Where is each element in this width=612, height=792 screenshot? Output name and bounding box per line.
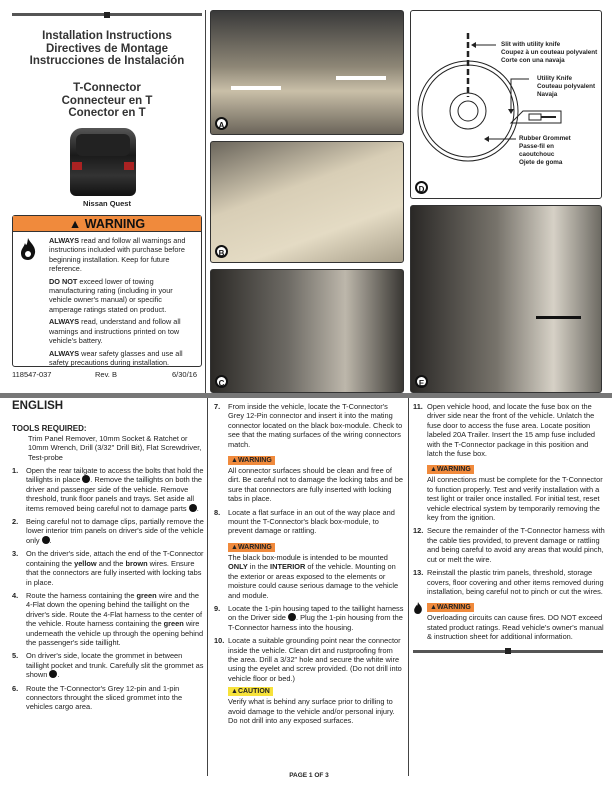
warning-box (12, 215, 202, 367)
knife-label: Utility Knife Couteau polyvalent Navaja (537, 75, 596, 98)
step-9: 9. Locate the 1-pin housing taped to the taillight harness on the Driver side . Plug the 1-pin housing from the T-Connector harness into the housing. (214, 603, 404, 632)
figure-b: B (210, 141, 404, 263)
doc-title: Installation Instructions Directives de Montage Instrucciones de Instalación (29, 30, 185, 67)
warning-item: ALWAYS read and follow all warnings and instructions included with purchase before beginning installation. Keep for future reference. (49, 236, 186, 273)
column-divider (207, 398, 208, 776)
fire-icon (413, 602, 423, 614)
warning-note: ▲WARNING Overloading circuits can cause fires. DO NOT exceed stated product ratings. Read vehicle's owner's manual & instruction sheet for additional information. (413, 600, 605, 641)
grommet-diagram (411, 11, 602, 199)
part-number: 118547-037 (12, 370, 52, 379)
warning-header: ▲ WARNING (13, 216, 201, 232)
figure-ref-icon (288, 613, 296, 621)
step-3: 3. On the driver's side, attach the end of the T-Connector containing the yellow and the brown wires. Ensure that the connectors are fully inserted with locking tabs in place. (12, 549, 204, 587)
product-title: T-Connector Connecteur en T Conector en T (61, 82, 153, 119)
step-13: 13. Reinstall the plastic trim panels, threshold, storage covers, floor covering and other items removed during installation, being careful not to pinch or cut the wires. (413, 568, 604, 596)
slit-label: Slit with utility knife Coupez à un couteau polyvalent Corte con una navaja (501, 41, 598, 64)
header-divider (205, 10, 206, 393)
warning-item: DO NOT exceed lower of towing manufacturing rating (including in your vehicle owner's manual) or specific amperage ratings stated on product. (49, 276, 173, 314)
grommet-label: Rubber Grommet Passe-fil en caoutchouc Ojete de goma (519, 135, 571, 166)
step-2: 2. Being careful not to damage clips, partially remove the lower interior trim panels on driver's side of the vehicle only . (12, 517, 204, 545)
arrow-icon (336, 76, 386, 80)
language-heading: ENGLISH (12, 400, 64, 412)
column-1 (12, 402, 204, 716)
step-7: 7. From inside the vehicle, locate the T-Connector's Grey 12-Pin connector and insert it into the mating connector located on the black box-module. Check to see that the mating surfaces of the wiring connectors match. (214, 402, 403, 449)
figure-ref-icon (42, 536, 50, 544)
figure-e: E (410, 205, 602, 393)
fire-icon (19, 238, 37, 260)
top-rule (12, 13, 202, 16)
revision: Rev. B (95, 370, 117, 379)
warning-item: ALWAYS read, understand and follow all warnings and instructions printed on tow vehicle's battery. (49, 317, 181, 345)
step-10: 10. Locate a suitable grounding point near the connector inside the vehicle. Clean dirt and rustproofing from the area. Drill a 3/32" hole and secure the white wire using the eyelet and screw provided. (Do not drill into vehicle floor or bed.) (214, 636, 402, 683)
step-4: 4. Route the harness containing the green wire and the 4-Flat down the opening behind the taillight on the driver's side. Route the 4-Flat harness to the center of the vehicle. Route harness containing the green wire underneath the vehicle up through the opening behind the passenger's side taillight. (12, 590, 204, 647)
date: 6/30/16 (172, 370, 198, 379)
arrow-icon (231, 86, 281, 90)
vehicle-caption: Nissan Quest (83, 199, 131, 208)
warning-item: ALWAYS wear safety glasses and use all safety precautions during installation. (49, 348, 183, 368)
step-11: 11. Open vehicle hood, and locate the fuse box on the driver side near the front of the vehicle. Unlatch the fuse door to access the fuse area. Locate position labeled 20A Trailer. Insert the 15 amp fuse included with the T-Connector package in this position and latch the fuse box. (413, 402, 596, 459)
figure-d: Slit with utility knife Coupez à un couteau polyvalent Corte con una navaja Utility Knife Couteau polyvalent Navaja Rubber Grommet Passe-fil en caoutchouc Ojete de goma D (410, 10, 602, 199)
page-number: PAGE 1 OF 3 (289, 772, 329, 779)
vehicle-photo (70, 128, 136, 196)
tools-heading: TOOLS REQUIRED: (12, 424, 87, 434)
figure-c: C (210, 269, 404, 393)
end-rule (413, 650, 603, 653)
step-5: 5. On driver's side, locate the grommet in between taillight pocket and trunk. Carefully slit the grommet as shown . (12, 651, 204, 680)
arrow-icon (536, 316, 581, 319)
column-2 (214, 402, 404, 729)
step-6: 6. Route the T-Connector's Grey 12-pin and 1-pin connectors throught the sliced grommet into the vehicles cargo area. (12, 683, 183, 712)
step-8: 8. Locate a flat surface in an out of the way place and mount the T-Connector's black box-module, to prevent damage or rattling. (214, 507, 395, 536)
caution-note: ▲CAUTION Verify what is behind any surface prior to drilling to avoid damage to the vehicle and/or personal injury. Do not drill into any exposed surfaces. (228, 688, 395, 725)
warning-note: ▲WARNING The black box-module is intended to be mounted ONLY in the INTERIOR of the vehicle. Mounting on the exterior or areas exposed to the elements or moisture could cause serious damage to the vehicle and module. (228, 543, 399, 600)
figure-a: A (210, 10, 404, 135)
section-rule (0, 393, 612, 398)
column-3 (413, 402, 605, 653)
warning-note: ▲WARNING All connections must be complete for the T-Connector to function properly. Test and verify installation with a test light or trailer once installed. For initial test, reset vehicle electrical system by temporarily removing the key from the ignition. (427, 466, 603, 523)
column-divider (408, 398, 409, 776)
step-12: 12. Secure the remainder of the T-Connector harness with the cable ties provided, to prevent damage or rattling and being careful to avoid any areas that would pinch, cut or melt the wire. (413, 526, 605, 564)
warning-note: ▲WARNING All connector surfaces should be clean and free of dirt. Be careful not to damage the locking tabs and be sure that connectors are fully inserted with locking tabs in place. (228, 457, 404, 504)
tools-list: Trim Panel Remover, 10mm Socket & Ratchet or 10mm Wrench, Drill (3/32" Drill Bit), Flat Screwdriver, Test-probe (28, 433, 202, 462)
figure-ref-icon (189, 504, 197, 512)
step-1: 1. Open the rear tailgate to access the bolts that hold the taillights in place . Remove the taillights on both the driver and passenger side of the vehicle. Remove threshold, trunk floor panels and trays. Set aside all items removed being careful not to damage parts . (12, 466, 204, 513)
